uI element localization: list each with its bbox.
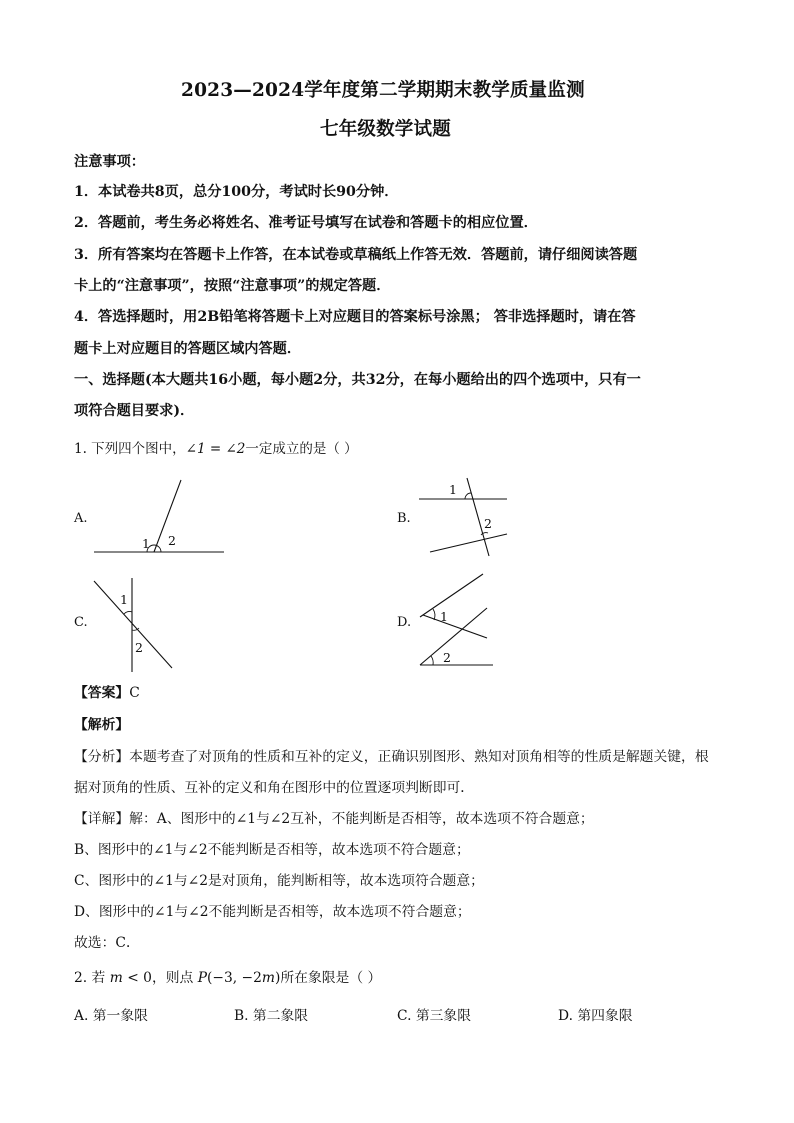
q2-option-d-label: D. — [558, 1008, 573, 1024]
figure-d-upper-ray — [420, 574, 483, 617]
figure-c-diagonal-line — [94, 581, 172, 668]
q2-stem-suffix: 所在象限是（ ） — [280, 970, 382, 986]
figure-c-arc-1 — [124, 611, 132, 614]
notice-item-4-line-2: 题卡上对应题目的答题区域内答题． — [74, 341, 302, 357]
q2-point-name: P — [197, 970, 208, 986]
q2-option-d-text: 第四象限 — [577, 1008, 633, 1024]
section-heading-line-1: 一、选择题(本大题共16小题，每小题2分，共32分，在每小题给出的四个选项中，只有一 — [74, 372, 641, 388]
answer-tag: 【答案】 — [74, 685, 130, 701]
q1-detail-line-1: 【详解】解：A、图形中的∠1与∠2互补，不能判断是否相等，故本选项不符合题意； — [74, 811, 594, 827]
q1-detail-line-4: D、图形中的∠1与∠2不能判断是否相等，故本选项不符合题意； — [74, 904, 471, 920]
q1-option-b-label: B. — [397, 511, 411, 526]
q2-option-a-label: A. — [74, 1008, 89, 1024]
figure-d-label-2: 2 — [443, 650, 451, 665]
page-subtitle: 七年级数学试题 — [320, 119, 451, 140]
q1-analysis-line-1: 【分析】本题考查了对顶角的性质和互补的定义，正确识别图形、熟知对顶角相等的性质是解题关键，根 — [74, 749, 709, 765]
page-title: 2023—2024学年度第二学期期末教学质量监测 — [181, 80, 585, 101]
q2-option-a-text: 第一象限 — [92, 1008, 148, 1024]
q1-stem-prefix: 1. 下列四个图中， — [74, 441, 186, 457]
q1-analysis-line-2: 据对顶角的性质、互补的定义和角在图形中的位置逐项判断即可． — [74, 780, 475, 796]
q2-condition-rest: < 0 — [122, 970, 152, 986]
q1-detail-line-3: C、图形中的∠1与∠2是对顶角，能判断相等，故本选项符合题意； — [74, 873, 484, 889]
notice-item-4-line-1: 4．答选择题时，用2B铅笔将答题卡上对应题目的答案标号涂黑； 答非选择题时，请在答 — [74, 309, 636, 325]
q2-option-b — [234, 1004, 308, 1024]
notice-heading: 注意事项： — [74, 154, 145, 170]
q1-answer — [74, 681, 140, 701]
figure-c-label-1: 1 — [120, 592, 128, 607]
figure-b-bottom-line — [430, 534, 507, 552]
q1-figure-c — [88, 572, 188, 676]
figure-c-label-2: 2 — [135, 640, 143, 655]
q2-stem-mid: ，则点 — [151, 970, 194, 986]
q1-figure-a — [90, 478, 230, 560]
notice-item-3-line-1: 3．所有答案均在答题卡上作答，在本试卷或草稿纸上作答无效．答题前，请仔细阅读答题 — [74, 247, 638, 263]
q1-analysis-tag: 【解析】 — [74, 717, 130, 733]
q2-stem — [74, 966, 381, 986]
q1-conclusion: 故选：C． — [74, 935, 140, 951]
figure-b-label-2: 2 — [484, 516, 492, 531]
q2-option-b-label: B. — [234, 1008, 249, 1024]
q2-option-c — [397, 1004, 471, 1024]
q1-stem-suffix: 一定成立的是（ ） — [245, 441, 358, 457]
section-heading-line-2: 项符合题目要求)． — [74, 403, 195, 419]
figure-b-label-1: 1 — [449, 482, 457, 497]
q2-option-d — [558, 1004, 633, 1024]
q2-option-c-label: C. — [397, 1008, 412, 1024]
q1-detail-line-2: B、图形中的∠1与∠2不能判断是否相等，故本选项不符合题意； — [74, 842, 470, 858]
q1-figure-b — [415, 472, 515, 560]
q1-stem — [74, 437, 358, 457]
q2-stem-prefix: 2. 若 — [74, 970, 106, 986]
q2-point-var: m — [261, 970, 275, 986]
q1-figure-d — [415, 568, 500, 673]
figure-d-label-1: 1 — [440, 609, 448, 624]
q2-condition — [110, 970, 152, 986]
figure-d-lower-ray — [420, 608, 487, 665]
figure-a-label-2: 2 — [168, 533, 176, 548]
notice-item-2: 2．答题前，考生务必将姓名、准考证号填写在试卷和答题卡的相应位置． — [74, 215, 538, 231]
q2-option-b-text: 第二象限 — [252, 1008, 309, 1024]
notice-item-1: 1．本试卷共8页，总分100分，考试时长90分钟． — [74, 184, 399, 200]
figure-a-label-1: 1 — [142, 536, 150, 551]
q2-option-a — [74, 1004, 148, 1024]
q1-stem-math: ∠1 = ∠2 — [185, 441, 246, 457]
notice-item-3-line-2: 卡上的“注意事项”，按照“注意事项”的规定答题． — [74, 278, 391, 294]
q1-option-a-label: A. — [74, 511, 88, 526]
answer-value: C — [129, 685, 140, 701]
q2-point-right: ) — [274, 970, 281, 986]
q2-point-left: (−3, −2 — [207, 970, 262, 986]
q1-option-c-label: C. — [74, 615, 88, 630]
q2-point — [198, 970, 281, 986]
figure-d-arc-2 — [431, 656, 433, 665]
figure-b-arc-1 — [465, 493, 471, 499]
q2-condition-var: m — [109, 970, 123, 986]
q2-option-c-text: 第三象限 — [415, 1008, 472, 1024]
q1-option-d-label: D. — [397, 615, 412, 630]
